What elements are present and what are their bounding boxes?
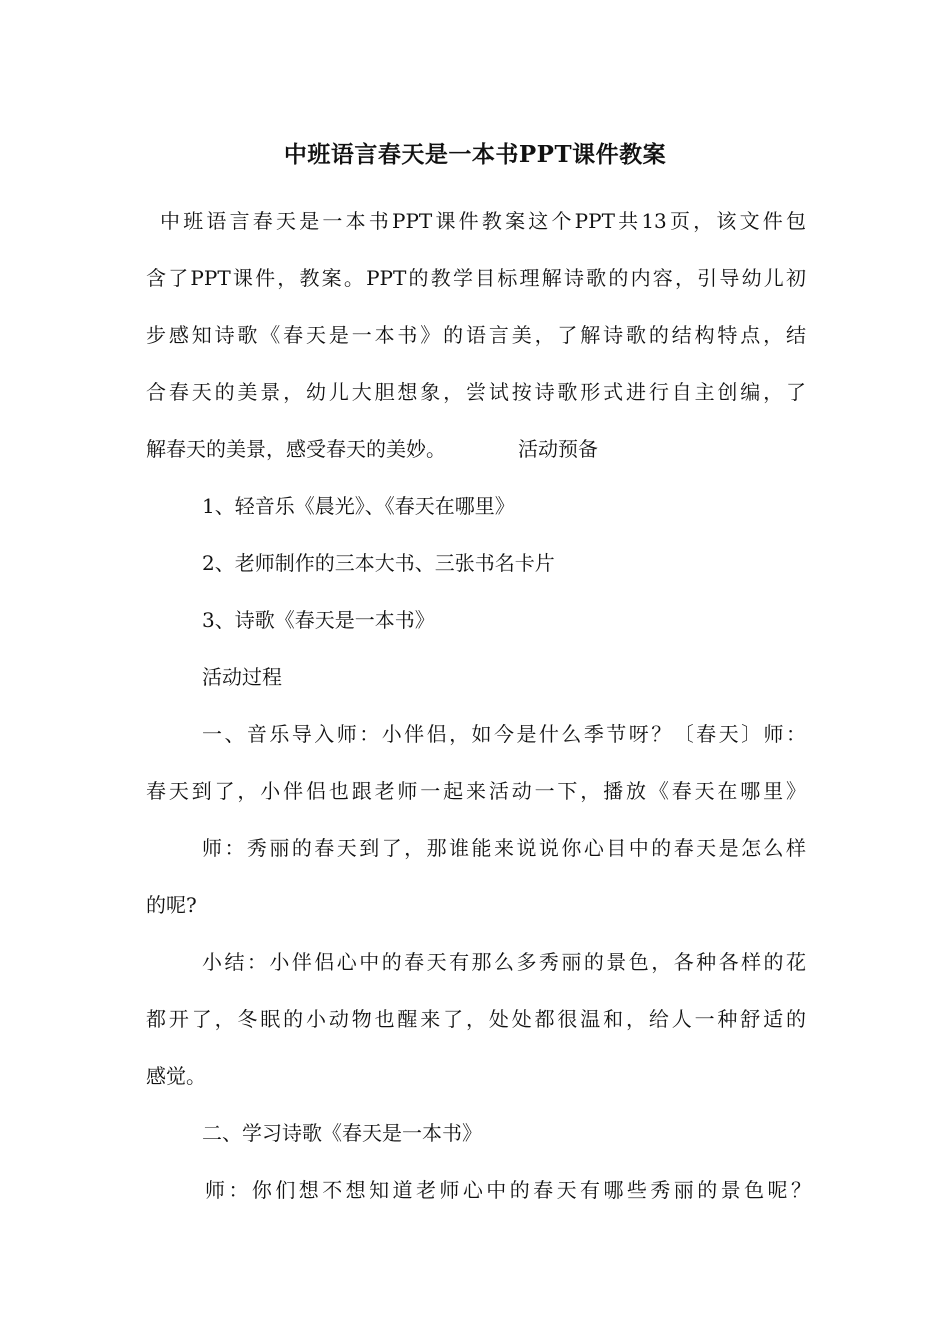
prep-item-1: 1、轻音乐《晨光》、《春天在哪里》: [202, 494, 515, 518]
intro-line-3: 步感知诗歌《春天是一本书》的语言美，了解诗歌的结构特点，结: [146, 323, 806, 347]
teacher-question-line-2: 的呢?: [146, 893, 197, 917]
prep-item-3: 3、诗歌《春天是一本书》: [202, 608, 435, 632]
intro-line-2: 含了PPT课件，教案。PPT的教学目标理解诗歌的内容，引导幼儿初: [146, 266, 806, 290]
section1-line-1: 一、音乐导入师：小伴侣，如今是什么季节呀？〔春天〕师：: [202, 722, 806, 746]
intro-line-5: [146, 435, 806, 463]
process-heading: 活动过程: [202, 665, 282, 689]
intro-line-5-text: 解春天的美景，感受春天的美妙。: [146, 437, 446, 461]
teacher-question-line-1: 师：秀丽的春天到了，那谁能来说说你心目中的春天是怎么样: [202, 836, 806, 860]
intro-line-4: 合春天的美景，幼儿大胆想象，尝试按诗歌形式进行自主创编，了: [146, 380, 806, 404]
section2-heading: 二、学习诗歌《春天是一本书》: [202, 1121, 482, 1145]
summary-line-2: 都开了，冬眠的小动物也醒来了，处处都很温和，给人一种舒适的: [146, 1007, 806, 1031]
prep-heading: 活动预备: [518, 437, 598, 461]
summary-line-1: 小结：小伴侣心中的春天有那么多秀丽的景色，各种各样的花: [202, 950, 806, 974]
document-title: 中班语言春天是一本书PPT课件教案: [283, 141, 667, 168]
teacher-question-2: 师：你们想不想知道老师心中的春天有哪些秀丽的景色呢？: [205, 1178, 811, 1202]
summary-line-3: 感觉。: [146, 1064, 206, 1088]
prep-item-2: 2、老师制作的三本大书、三张书名卡片: [202, 551, 555, 575]
section1-line-2: 春天到了，小伴侣也跟老师一起来活动一下，播放《春天在哪里》: [146, 779, 806, 803]
intro-line-1: 中班语言春天是一本书PPT课件教案这个PPT共13页，该文件包: [160, 209, 806, 233]
